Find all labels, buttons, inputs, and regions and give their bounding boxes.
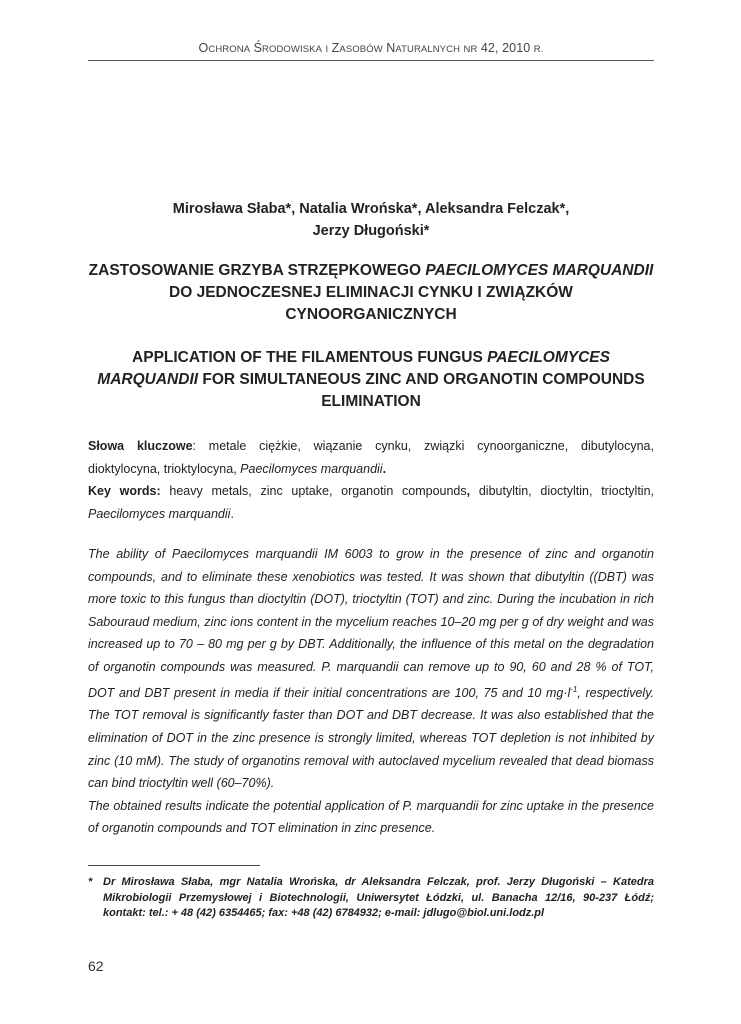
header-divider xyxy=(88,60,654,61)
abstract xyxy=(88,543,654,840)
footnote-text: Dr Mirosława Słaba, mgr Natalia Wrońska, dr Aleksandra Felczak, prof. Jerzy Długoński – Katedra Mikrobiologii Przemysłowej i Biotechnologii, Uniwersytet Łódzki, ul. Banacha 12/16, 90-237 Łódź; kontakt: tel.: + 48 (42) 6354465; fax: +48 (42) 6784932; e-mail: jdlugo@biol.uni.lodz.pl xyxy=(103,876,654,919)
authors-line-2: Jerzy Długoński* xyxy=(312,223,430,239)
authors-line-1: Mirosława Słaba*, Natalia Wrońska*, Aleksandra Felczak*, xyxy=(172,201,570,217)
keywords-english: Key words: heavy metals, zinc uptake, organotin compounds, dibutyltin, dioctyltin, trioctyltin, Paecilomyces marquandii. xyxy=(88,484,654,521)
title-english-species: PAECILOMYCES MARQUANDII xyxy=(97,349,610,388)
title-polish-species: PAECILOMYCES MARQUANDII xyxy=(425,262,654,279)
running-header: OCHRONA ŚRODOWISKA I ZASOBÓW NATURALNYCH NR 42, 2010 R. xyxy=(198,41,544,55)
footnote-mark: * xyxy=(88,876,93,888)
keywords-english-label: Key words: xyxy=(88,484,161,498)
title-english: APPLICATION OF THE FILAMENTOUS FUNGUS PAECILOMYCES MARQUANDII FOR SIMULTANEOUS ZINC AND ORGANOTIN COMPOUNDS ELIMINATION xyxy=(97,349,645,410)
keywords-polish-label: Słowa kluczowe xyxy=(88,439,193,453)
abstract-paragraph-1: The ability of Paecilomyces marquandii IM 6003 to grow in the presence of zinc and organotin compounds, and to eliminate these xenobiotics was tested. It was shown that dibutyltin ((DBT) was more toxic to this fungus than dioctyltin (DOT), trioctyltin (TOT) and zinc. During the incubation in rich Sabouraud medium, zinc ions content in the mycelium reaches 10–20 mg per g of dry weight and was increased up to 70 – 80 mg per g by DBT. Additionally, the influence of this metal on the degradation of organotin compounds was measured. P. marquandii can remove up to 90, 60 and 28 % of TOT, DOT and DBT present in media if their initial concentrations are 100, 75 and 10 $mg\cdot l^{-1}$, respectively. The TOT removal is significantly faster than DOT and DBT decrease. It was also established that the elimination of DOT in the zinc presence is strongly limited, whereas TOT depletion is not inhibited by zinc (10 mM). The study of organotins removal with autoclaved mycelium revealed that dead biomass can bind trioctyltin well (60–70%). xyxy=(88,547,654,791)
footnote-divider xyxy=(88,865,260,866)
page-number: 62 xyxy=(88,958,104,974)
keywords-polish: Słowa kluczowe: metale ciężkie, wiązanie cynku, związki cynoorganiczne, dibutylocyna, dioktylocyna, trioktylocyna, Paecilomyces marquandii. xyxy=(88,439,654,476)
keywords-section xyxy=(88,435,654,525)
abstract-paragraph-2: The obtained results indicate the potential application of P. marquandii for zinc uptake in the presence of organotin compounds and TOT elimination in zinc presence. xyxy=(88,798,654,836)
authors xyxy=(88,198,654,242)
footnote xyxy=(88,875,654,922)
title-polish: ZASTOSOWANIE GRZYBA STRZĘPKOWEGO PAECILOMYCES MARQUANDII DO JEDNOCZESNEJ ELIMINACJI CYNKU I ZWIĄZKÓW CYNOORGANICZNYCH xyxy=(88,262,654,323)
